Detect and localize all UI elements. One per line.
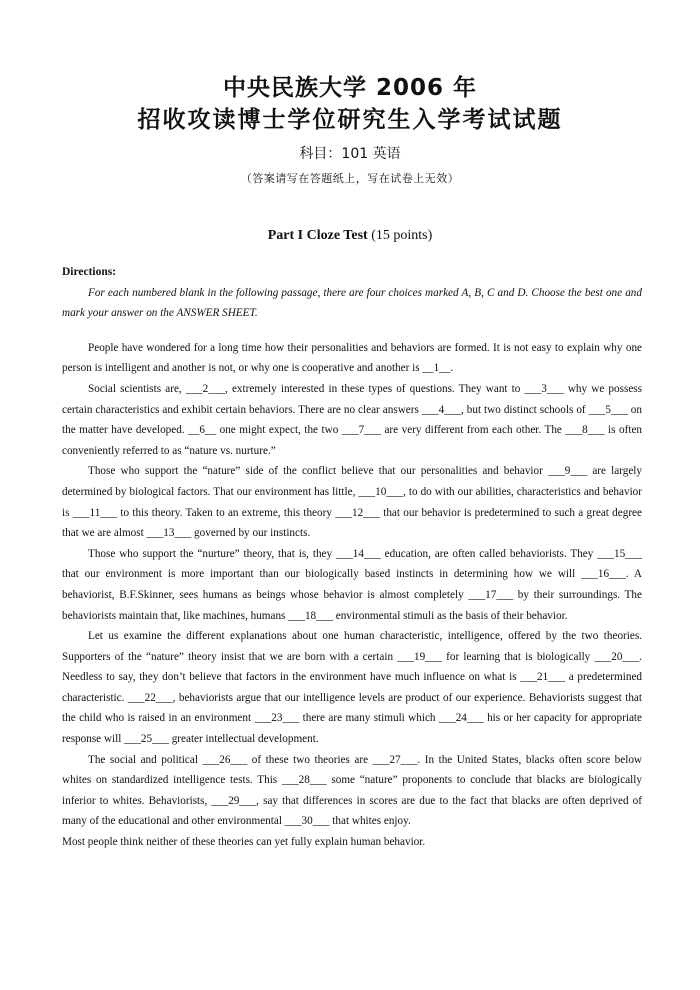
directions-heading: Directions:	[62, 266, 117, 278]
passage-paragraph-2: Social scientists are, ___2___, extremely interested in these types of questions. They want to ___3___ why we possess certain characteristics and exhibit certain behaviors. There are no clear answers ___4___, but two distinct schools of ___5___ on the matter have developed. __6__ one might expect, the two ___7___ are very different from each other. The ___8___ is often conveniently referred to as “nature vs. nurture.”	[62, 382, 642, 457]
passage-paragraph-3: Those who support the “nature” side of the conflict believe that our personalities and behavior ___9___ are largely determined by biological factors. That our environment has little, ___10___, to do with our abilities, characteristics and behavior is ___11___ to this theory. Taken to an extreme, this theory ___12___ that our behavior is predetermined to such a great degree that we are almost ___13___ governed by our instincts.	[62, 465, 642, 540]
passage-paragraph-5: Let us examine the different explanations about one human characteristic, intelligence, offered by the two theories. Supporters of the “nature” theory insist that we are born with a certain ___19___ for learning that is biologically ___20___. Needless to say, they don’t believe that factors in the environment have much influence on what is ___21___ a predetermined characteristic. ___22___, behaviorists argue that our intelligence levels are product of our experience. Behaviorists suggest that the child who is raised in an environment ___23___ there are many stimuli which ___24___ his or her capacity for appropriate response will ___25___ greater intellectual development.	[62, 630, 642, 746]
exam-title-line2: 招收攻读博士学位研究生入学考试试题	[137, 107, 563, 133]
exam-title-line1: 中央民族大学 2006 年	[222, 75, 478, 101]
exam-subject: 科目：101 英语	[299, 146, 401, 162]
exam-header	[0, 72, 700, 188]
passage-paragraph-4: Those who support the “nurture” theory, that is, they ___14___ education, are often called behaviorists. They ___15___ that our environment is more important than our biologically based instincts in determining how we will ___16___. A behaviorist, B.F.Skinner, sees humans as beings whose behavior is almost completely ___17___ by their surroundings. The behaviorists maintain that, like machines, humans ___18___ environmental stimuli as the basis of their behavior.	[62, 547, 642, 622]
exam-note: （答案请写在答题纸上，写在试卷上无效）	[240, 172, 460, 185]
part-label: Part I Cloze Test	[267, 228, 368, 243]
passage-paragraph-6: The social and political ___26___ of these two theories are ___27___. In the United States, blacks often score below whites on standardized intelligence tests. This ___28___ some “nature” proponents to conclude that blacks are biologically inferior to whites. Behaviorists, ___29___, say that differences in scores are due to the fact that blacks are often deprived of many of the educational and other environmental ___30___ that whites enjoy.	[62, 753, 642, 828]
directions-text: For each numbered blank in the following passage, there are four choices marked A, B, C and D. Choose the best one and mark your answer on the ANSWER SHEET.	[62, 286, 642, 320]
part-heading	[0, 226, 700, 246]
part-points: (15 points)	[367, 228, 433, 243]
passage-closing: Most people think neither of these theories can yet fully explain human behavior.	[62, 836, 426, 849]
exam-content	[62, 262, 642, 853]
passage-paragraph-1: People have wondered for a long time how their personalities and behaviors are formed. It is not easy to explain why one person is intelligent and another is not, or why one is cooperative and another is __1__.	[62, 341, 642, 375]
